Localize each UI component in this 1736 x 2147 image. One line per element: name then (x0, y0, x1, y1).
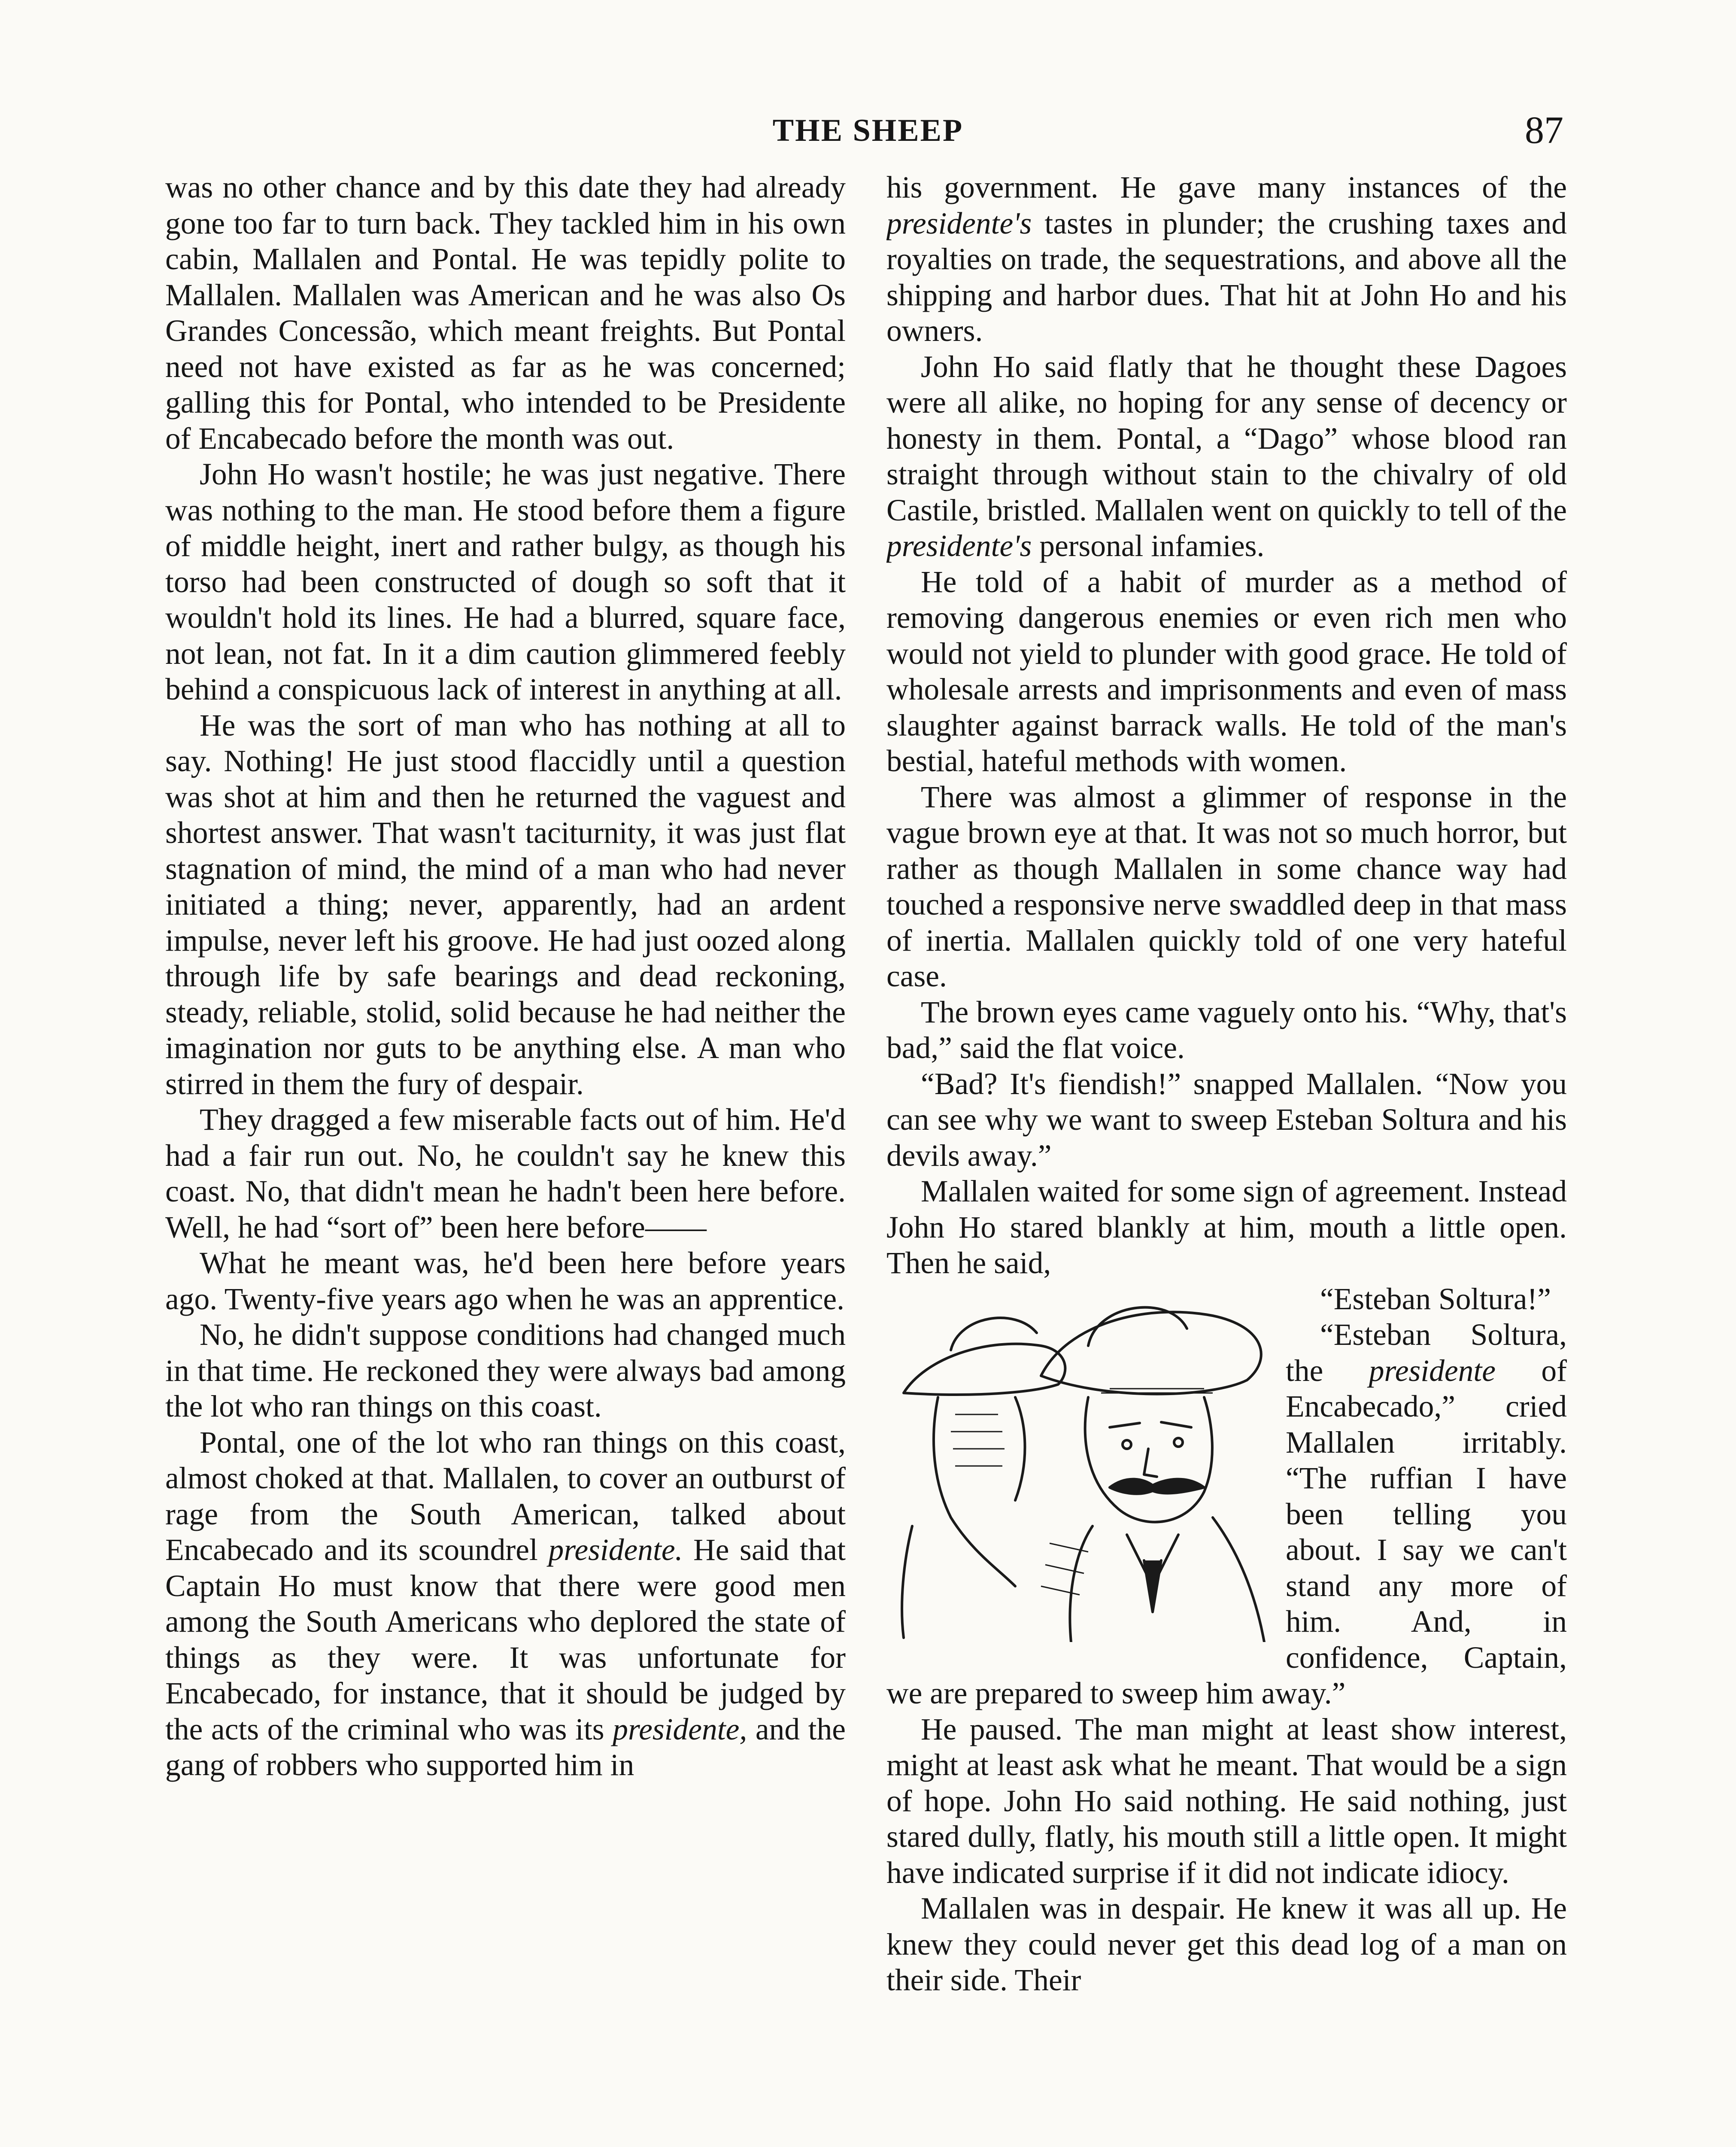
text-run: Pontal, one of the lot who ran things on this coast, almost choked at that. Mallalen, to cover an outburst of rage from the South American, talked about Encabecado and its scoundrel (165, 1425, 846, 1567)
paragraph (886, 994, 1567, 1066)
text-run: Mallalen was in despair. He knew it was all up. He knew they could never get this dead log of a man on their side. Their (886, 1892, 1567, 1997)
paragraph (886, 564, 1567, 779)
text-run: personal infamies. (1032, 529, 1265, 563)
text-run: He paused. The man might at least show interest, might at least ask what he meant. That would be a sign of hope. John Ho said nothing. He said nothing, just stared dully, flatly, his mouth still a little open. It might have indicated surprise if it did not indicate idiocy. (886, 1712, 1567, 1890)
paragraph (165, 170, 846, 456)
text-run: his government. He gave many instances of the (886, 170, 1567, 204)
text-run: No, he didn't suppose conditions had changed much in that time. He reckoned they were always bad among the lot who ran things on this coast. (165, 1318, 846, 1423)
text-run: of Encabecado,” cried Mallalen irritably. “The ruffian I have been telling you about. I say we can't stand any more of him. And, in confidence, Captain, we are prepared to sweep him away.” (886, 1353, 1567, 1710)
right-text-column (886, 170, 1567, 2147)
paragraph (165, 1317, 846, 1425)
paragraph (886, 349, 1567, 564)
page-number: 87 (1525, 109, 1563, 152)
running-title: THE SHEEP (772, 113, 964, 148)
two-men-in-sombreros-illustration (886, 1286, 1273, 1642)
italic-text-run: presidente's (886, 529, 1032, 563)
italic-text-run: presidente, (613, 1712, 747, 1746)
text-run: There was almost a glimmer of response in the vague brown eye at that. It was not so much horror, but rather as though Mallalen in some chance way had touched a responsive nerve swaddled deep in that mass of inertia. Mallalen quickly told of one very hateful case. (886, 780, 1567, 993)
italic-text-run: presidente's (886, 206, 1032, 240)
italic-text-run: presidente (1369, 1353, 1496, 1388)
paragraph (165, 1425, 846, 1783)
paragraph (886, 1712, 1567, 1891)
paragraph (886, 170, 1567, 349)
paragraph (165, 708, 846, 1102)
paragraph (886, 1174, 1567, 1281)
paragraph (165, 1102, 846, 1245)
text-run: “Esteban Soltura, the (1286, 1318, 1567, 1388)
text-run: John Ho said flatly that he thought these Dagoes were all alike, no hoping for any sense of decency or honesty in them. Pontal, a “Dago” whose blood ran straight through without stain to the chivalry of old Castile, bristled. Mallalen went on quickly to tell of the (886, 350, 1567, 527)
text-run: They dragged a few miserable facts out of him. He'd had a fair run out. No, he couldn't say he knew this coast. No, that didn't mean he hadn't been here before. Well, he had “sort of” been here before—— (165, 1103, 846, 1244)
italic-text-run: presidente. (548, 1533, 683, 1567)
right-column-text-top (886, 170, 1567, 1281)
text-run: He said that Captain Ho must know that there were good men among the South Americans who deplored the state of things as they were. It was unfortunate for Encabecado, for instance, that it should be judged by the acts of the criminal who was its (165, 1533, 846, 1746)
paragraph (886, 779, 1567, 994)
left-text-column (165, 170, 846, 2147)
text-run: He told of a habit of murder as a method of removing dangerous enemies or even rich men who would not yield to plunder with good grace. He told of wholesale arrests and imprisonments and even of mass slaughter against barrack walls. He told of the man's bestial, hateful methods with women. (886, 565, 1567, 778)
paragraph (886, 1066, 1567, 1174)
paragraph (165, 1245, 846, 1317)
text-run: Mallalen waited for some sign of agreement. Instead John Ho stared blankly at him, mouth a little open. Then he said, (886, 1174, 1567, 1280)
text-run: “Esteban Soltura!” (1320, 1282, 1551, 1316)
text-run: was no other chance and by this date they had already gone too far to turn back. They tackled him in his own cabin, Mallalen and Pontal. He was tepidly polite to Mallalen. Mallalen was American and he was also Os Grandes Concessão, which meant freights. But Pontal need not have existed as far as he was concerned; galling this for Pontal, who intended to be Presidente of Encabecado before the month was out. (165, 170, 846, 456)
text-run: The brown eyes came vaguely onto his. “Why, that's bad,” said the flat voice. (886, 995, 1567, 1065)
text-run: “Bad? It's fiendish!” snapped Mallalen. “Now you can see why we want to sweep Esteban Soltura and his devils away.” (886, 1067, 1567, 1173)
text-run: He was the sort of man who has nothing at all to say. Nothing! He just stood flaccidly until a question was shot at him and then he returned the vaguest and shortest answer. That wasn't taciturnity, it was just flat stagnation of mind, the mind of a man who had never initiated a thing; never, apparently, had an ardent impulse, never left his groove. He had just oozed along through life by safe bearings and dead reckoning, steady, reliable, stolid, solid because he had neither the imagination nor guts to be anything else. A man who stirred in them the fury of despair. (165, 708, 846, 1101)
text-run: John Ho wasn't hostile; he was just negative. There was nothing to the man. He stood before them a figure of middle height, inert and rather bulgy, as though his torso had been constructed of dough so soft that it wouldn't hold its lines. He had a blurred, square face, not lean, not fat. In it a dim caution glimmered feebly behind a conspicuous lack of interest in anything at all. (165, 457, 846, 706)
text-run: and the gang of robbers who supported him in (165, 1712, 846, 1782)
paragraph (886, 1891, 1567, 1998)
text-run: What he meant was, he'd been here before years ago. Twenty-five years ago when he was an apprentice. (165, 1246, 846, 1316)
paragraph (165, 456, 846, 708)
text-run: tastes in plunder; the crushing taxes and royalties on trade, the sequestrations, and above all the shipping and harbor dues. That hit at John Ho and his owners. (886, 206, 1567, 348)
